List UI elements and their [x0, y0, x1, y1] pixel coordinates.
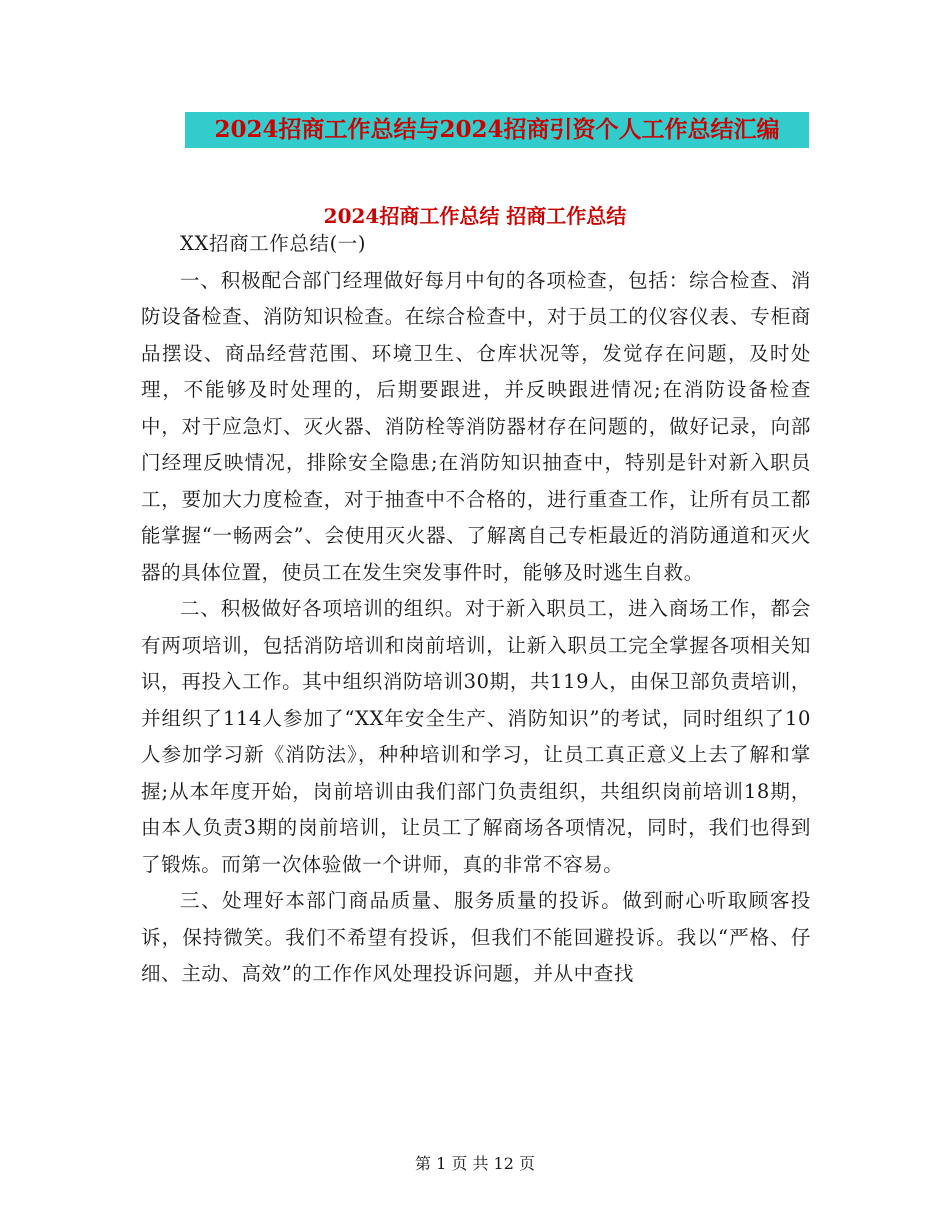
page-footer: 第 1 页 共 12 页 — [415, 1154, 535, 1173]
document-sub-title: 2024招商工作总结 招商工作总结 — [323, 204, 627, 228]
section-heading: XX招商工作总结(一) — [180, 232, 367, 255]
paragraph-2: 二、积极做好各项培训的组织。对于新入职员工，进入商场工作，都会有两项培训，包括消防培训和岗前培训，让新入职员工完全掌握各项相关知识，再投入工作。其中组织消防培训30期，共119人，由保卫部负责培训，并组织了114人参加了“XX年安全生产、消防知识”的考试，同时组织了10人参加学习新《消防法》，种种培训和学习，让员工真正意义上去了解和掌握;从本年度开始，岗前培训由我们部门负责组织，共组织岗前培训18期，由本人负责3期的岗前培训，让员工了解商场各项情况，同时，我们也得到了锻炼。而第一次体验做一个讲师，真的非常不容易。 — [141, 597, 811, 876]
document-body — [141, 226, 811, 993]
paragraph-1: 一、积极配合部门经理做好每月中旬的各项检查，包括：综合检查、消防设备检查、消防知识检查。在综合检查中，对于员工的仪容仪表、专柜商品摆设、商品经营范围、环境卫生、仓库状况等，发觉存在问题，及时处理，不能够及时处理的，后期要跟进，并反映跟进情况;在消防设备检查中，对于应急灯、灭火器、消防栓等消防器材存在问题的，做好记录，向部门经理反映情况，排除安全隐患;在消防知识抽查中，特别是针对新入职员工，要加大力度检查，对于抽查中不合格的，进行重查工作，让所有员工都能掌握“一畅两会”、会使用灭火器、了解离自己专柜最近的消防通道和灭火器的具体位置，使员工在发生突发事件时，能够及时逃生自救。 — [141, 268, 811, 584]
document-main-title: 2024招商工作总结与2024招商引资个人工作总结汇编 — [185, 112, 809, 148]
paragraph-3: 三、处理好本部门商品质量、服务质量的投诉。做到耐心听取顾客投诉，保持微笑。我们不希望有投诉，但我们不能回避投诉。我以“严格、仔细、主动、高效”的工作作风处理投诉问题，并从中查找 — [141, 889, 811, 985]
